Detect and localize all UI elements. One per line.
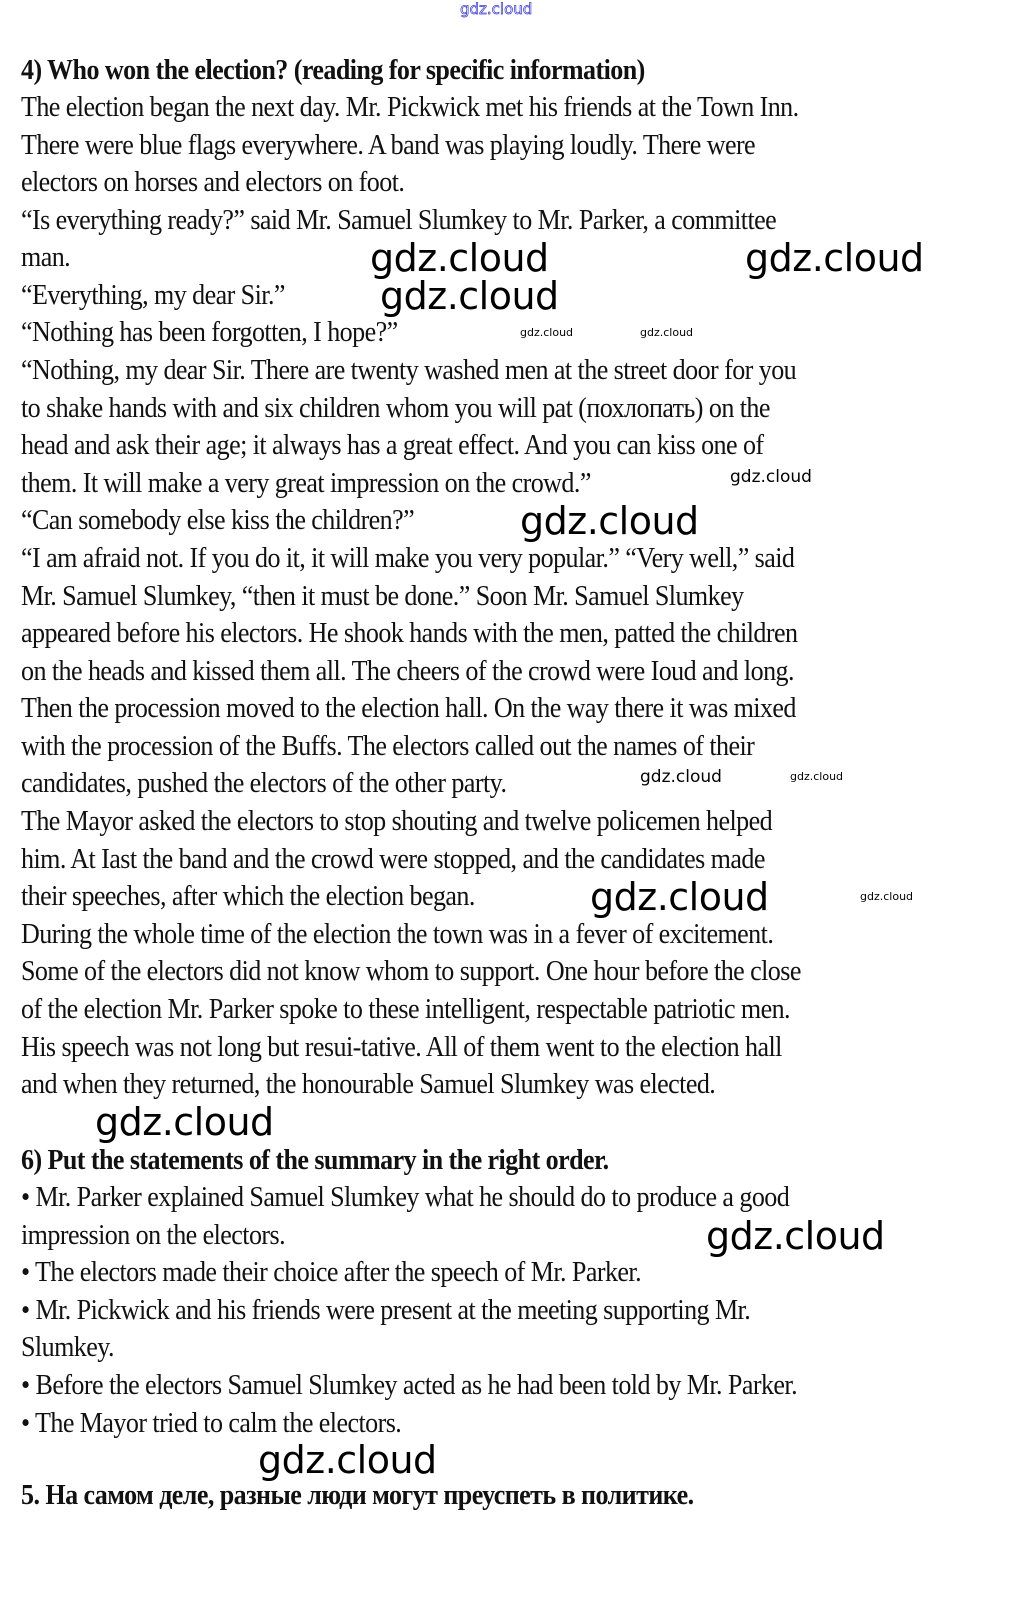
text-line: on the heads and kissed them all. The cheers of the crowd were Ioud and long. <box>21 656 794 687</box>
text-line: man. <box>21 242 71 273</box>
text-line: “Is everything ready?” said Mr. Samuel Slumkey to Mr. Parker, a committee <box>21 205 777 236</box>
watermark: gdz.cloud <box>730 467 812 487</box>
watermark: gdz.cloud <box>640 767 722 787</box>
text-line: Then the procession moved to the election hall. On the way there it was mixed <box>21 693 796 724</box>
text-line: electors on horses and electors on foot. <box>21 167 405 198</box>
watermark: gdz.cloud <box>706 1214 885 1258</box>
watermark: gdz.cloud <box>745 236 924 280</box>
summary-statement: • Before the electors Samuel Slumkey acted as he had been told by Mr. Parker. <box>21 1370 798 1401</box>
summary-statement: • The Mayor tried to calm the electors. <box>21 1408 402 1439</box>
text-line: of the election Mr. Parker spoke to these intelligent, respectable patriotic men. <box>21 994 791 1025</box>
watermark: gdz.cloud <box>380 274 559 318</box>
text-line: “I am afraid not. If you do it, it will make you very popular.” “Very well,” said <box>21 543 795 574</box>
text-line: “Nothing has been forgotten, I hope?” <box>21 317 398 348</box>
watermark: gdz.cloud <box>370 236 549 280</box>
watermark: gdz.cloud <box>95 1100 274 1144</box>
section-5-heading: 5. На самом деле, разные люди могут преуспеть в политике. <box>21 1480 694 1511</box>
watermark: gdz.cloud <box>520 326 574 339</box>
text-line: “Nothing, my dear Sir. There are twenty washed men at the street door for you <box>21 355 797 386</box>
text-line: Mr. Samuel Slumkey, “then it must be done.” Soon Mr. Samuel Slumkey <box>21 581 744 612</box>
text-line: The Mayor asked the electors to stop shouting and twelve policemen helped <box>21 806 773 837</box>
text-line: him. At Iast the band and the crowd were stopped, and the candidates made <box>21 844 765 875</box>
summary-statement: • Mr. Parker explained Samuel Slumkey what he should do to produce a good <box>21 1182 790 1213</box>
summary-statement: • Mr. Pickwick and his friends were present at the meeting supporting Mr. <box>21 1295 751 1326</box>
text-line: appeared before his electors. He shook hands with the men, patted the children <box>21 618 798 649</box>
summary-statement: impression on the electors. <box>21 1220 286 1251</box>
section-6-heading: 6) Put the statements of the summary in the right order. <box>21 1145 609 1176</box>
text-line: There were blue flags everywhere. A band was playing loudly. There were <box>21 130 756 161</box>
section-4-heading: 4) Who won the election? (reading for specific information) <box>21 55 645 86</box>
text-line: candidates, pushed the electors of the other party. <box>21 768 507 799</box>
watermark: gdz.cloud <box>860 890 914 903</box>
watermark: gdz.cloud <box>640 326 694 339</box>
text-line: “Can somebody else kiss the children?” <box>21 505 415 536</box>
text-line: His speech was not long but resui-tative. All of them went to the election hall <box>21 1032 782 1063</box>
watermark: gdz.cloud <box>460 0 533 18</box>
text-line: them. It will make a very great impression on the crowd.” <box>21 468 591 499</box>
text-line: Some of the electors did not know whom to support. One hour before the close <box>21 956 801 987</box>
text-line: to shake hands with and six children whom you will pat (похлопать) on the <box>21 393 770 424</box>
summary-statement: • The electors made their choice after the speech of Mr. Parker. <box>21 1257 642 1288</box>
summary-statement: Slumkey. <box>21 1332 114 1363</box>
watermark: gdz.cloud <box>258 1438 437 1482</box>
text-line: and when they returned, the honourable Samuel Slumkey was elected. <box>21 1069 716 1100</box>
text-line: “Everything, my dear Sir.” <box>21 280 285 311</box>
watermark: gdz.cloud <box>520 499 699 543</box>
watermark: gdz.cloud <box>790 770 844 783</box>
text-line: head and ask their age; it always has a great effect. And you can kiss one of <box>21 430 764 461</box>
text-line: with the procession of the Buffs. The electors called out the names of their <box>21 731 755 762</box>
text-line: The election began the next day. Mr. Pickwick met his friends at the Town Inn. <box>21 92 799 123</box>
watermark: gdz.cloud <box>590 875 769 919</box>
text-line: their speeches, after which the election began. <box>21 881 475 912</box>
text-line: During the whole time of the election the town was in a fever of excitement. <box>21 919 774 950</box>
